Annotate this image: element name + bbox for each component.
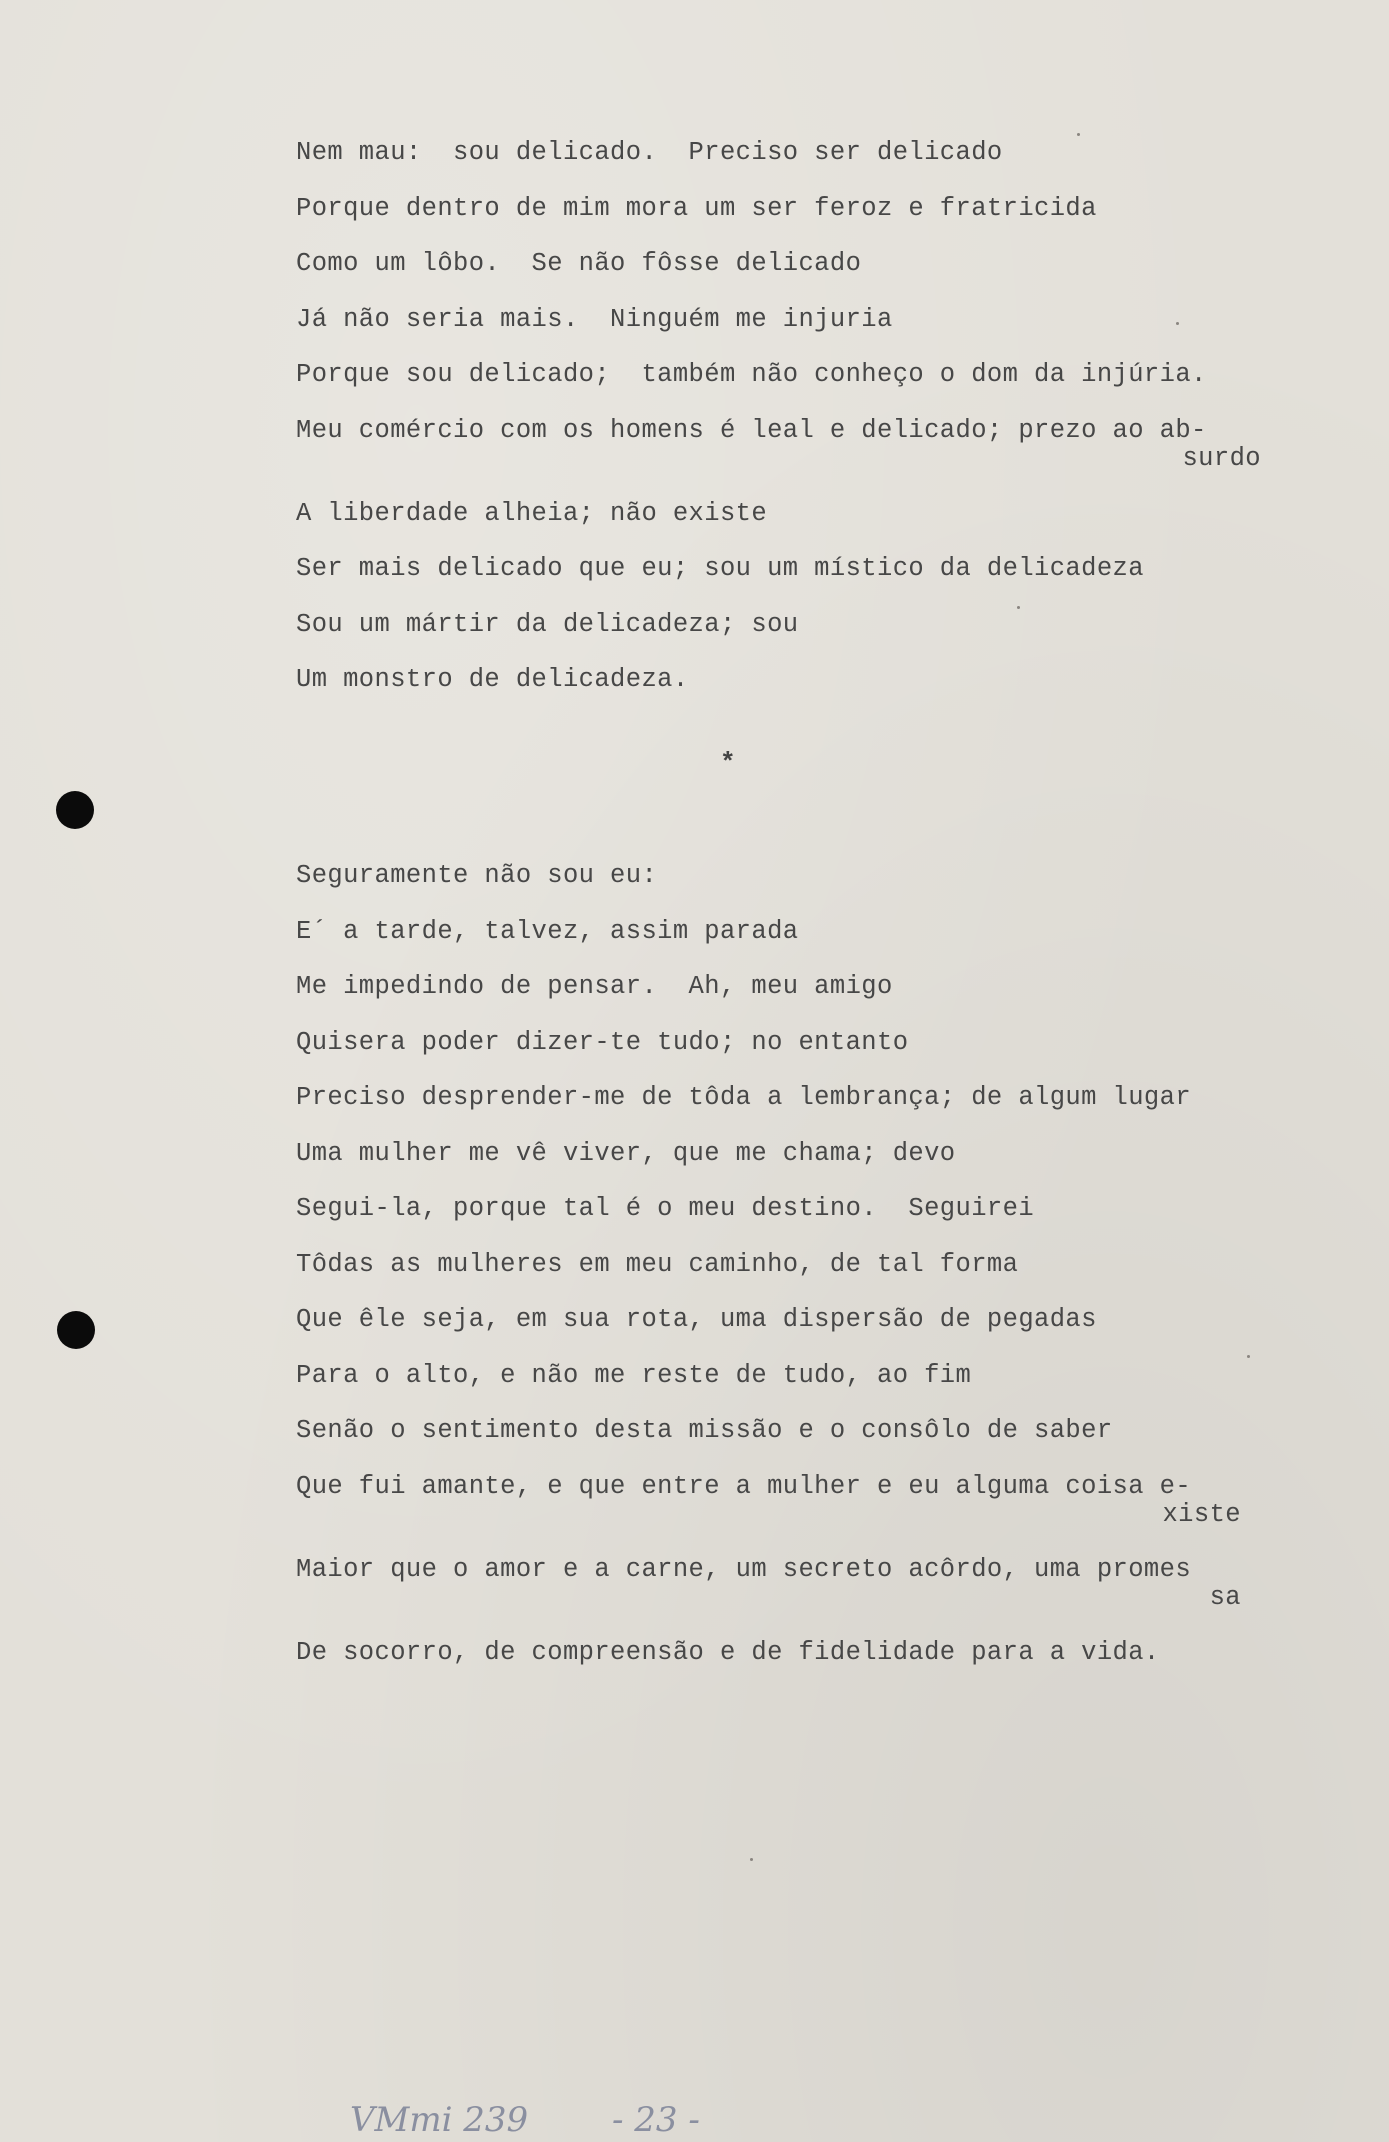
punch-hole-bottom — [57, 1311, 95, 1349]
poem-line: Nem mau: sou delicado. Preciso ser delicado — [296, 138, 1003, 167]
poem-line: Meu comércio com os homens é leal e delicado; prezo ao ab- — [296, 415, 1207, 445]
poem-line-continuation: surdo — [1182, 443, 1261, 473]
poem-line: Ser mais delicado que eu; sou um místico da delicadeza — [296, 554, 1144, 583]
catalog-annotation: VMmi 239 — [350, 2100, 529, 2140]
poem-line: A liberdade alheia; não existe — [296, 498, 768, 528]
stanza-1 — [296, 138, 1261, 695]
poem-line: Segui-la, porque tal é o meu destino. Seguirei — [296, 1194, 1035, 1223]
poem-line: Um monstro de delicadeza. — [296, 665, 689, 694]
poem-line: Maior que o amor e a carne, um secreto acôrdo, uma promes — [296, 1554, 1192, 1584]
poem-line: Uma mulher me vê viver, que me chama; devo — [296, 1138, 956, 1168]
poem-line: Quisera poder dizer-te tudo; no entanto — [296, 1027, 909, 1057]
stanza-2 — [296, 861, 1261, 1668]
punch-hole-top — [56, 791, 94, 829]
page-number: - 23 - — [612, 2100, 700, 2140]
poem-line: Para o alto, e não me reste de tudo, ao fim — [296, 1360, 972, 1390]
poem-line: E´ a tarde, talvez, assim parada — [296, 916, 799, 946]
poem-line: Já não seria mais. Ninguém me injuria — [296, 304, 893, 334]
poem-line-continuation: xiste — [1162, 1499, 1241, 1529]
poem-line: Como um lôbo. Se não fôsse delicado — [296, 249, 862, 278]
poem-line: Preciso desprender-me de tôda a lembrança; de algum lugar — [296, 1083, 1192, 1112]
poem-line: De socorro, de compreensão e de fidelidade para a vida. — [296, 1637, 1160, 1667]
poem-line: Porque dentro de mim mora um ser feroz e fratricida — [296, 193, 1097, 223]
poem-line: Que êle seja, em sua rota, uma dispersão de pegadas — [296, 1305, 1097, 1334]
poem-line: Seguramente não sou eu: — [296, 861, 658, 890]
poem-line: Tôdas as mulheres em meu caminho, de tal forma — [296, 1249, 1019, 1279]
poem-line: Me impedindo de pensar. Ah, meu amigo — [296, 972, 893, 1001]
section-separator: * — [720, 748, 736, 778]
poem-line: Sou um mártir da delicadeza; sou — [296, 609, 799, 639]
paper-speck — [750, 1858, 753, 1861]
poem-line: Senão o sentimento desta missão e o consôlo de saber — [296, 1416, 1113, 1445]
poem-line: Porque sou delicado; também não conheço o dom da injúria. — [296, 360, 1207, 389]
poem-line: Que fui amante, e que entre a mulher e eu alguma coisa e- — [296, 1471, 1192, 1501]
paper-speck — [1077, 133, 1080, 136]
poem-line-continuation: sa — [1209, 1582, 1241, 1612]
